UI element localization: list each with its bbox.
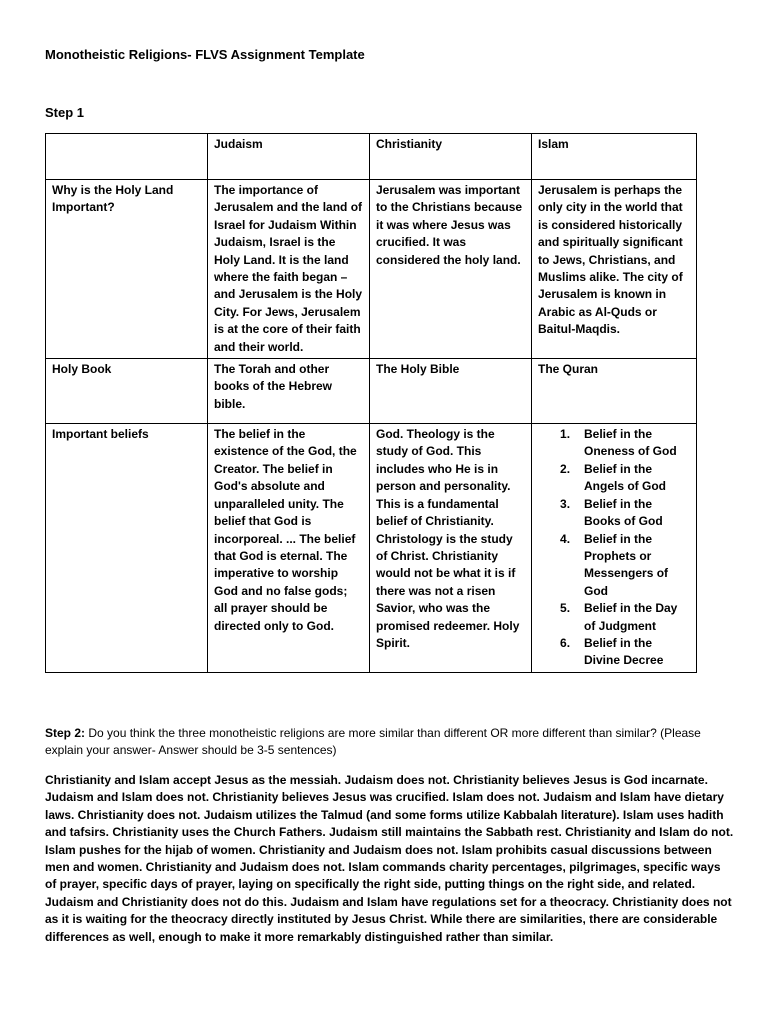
list-item: Belief in the Angels of God — [584, 461, 666, 494]
list-item: Belief in the Divine Decree — [584, 635, 664, 668]
cell-holy-book-islam: The Quran — [532, 359, 697, 424]
list-item: Belief in the Day of Judgment — [584, 601, 678, 633]
table-row — [46, 359, 697, 424]
row-label-holy-land: Why is the Holy Land Important? — [46, 180, 208, 359]
step2-answer: Christianity and Islam accept Jesus as the messiah. Judaism does not. Christianity believes Jesus is God incarnate. Judaism and Islam does not. Christianity believes Jesus was crucified. Islam does not. Judaism and Islam have dietary laws. Christianity does not. Judaism utilizes the Talmud (and some forms utilize Kabbalah literature). Islam uses hadith and tafsirs. Christianity uses the Church Fathers. Judaism still maintains the Sabbath rest. Christianity and Islam do not. Islam pushes for the hijab of women. Christianity and Judaism does not. Islam prohibits casual discussions between men and women. Christianity and Judaism does not. Islam commands charity percentages, pilgrimages, specific ways of prayer, specific days of prayer, laying on specifically the right side, putting things on the right side, and related. Judaism and Christianity does not do this. Judaism and Islam have regulations set for a theocracy. Christianity does not as it is waiting for the theocracy directly instituted by Jesus Christ. While there are similarities, there are considerable differences as well, enough to make it more remarkably distinguished rather than similar. — [45, 773, 734, 944]
header-cell-empty — [46, 134, 208, 180]
step2-question — [45, 725, 735, 760]
document-title: Monotheistic Religions- FLVS Assignment Template — [45, 47, 365, 62]
cell-beliefs-judaism: The belief in the existence of the God, the Creator. The belief in God's absolute and unparalleled unity. The belief that God is incorporeal. ... The belief that God is eternal. The imperative to worship God and no false gods; all prayer should be directed only to God. — [208, 424, 370, 673]
list-item: Belief in the Oneness of God — [584, 427, 677, 459]
step2-question-text: Do you think the three monotheistic religions are more similar than different OR more different than similar? (Please explain your answer- Answer should be 3-5 sentences) — [45, 726, 701, 758]
table-row — [46, 424, 697, 673]
cell-holy-book-christianity: The Holy Bible — [370, 359, 532, 424]
cell-beliefs-islam — [532, 424, 697, 673]
table-row — [46, 180, 697, 359]
step1-heading: Step 1 — [45, 105, 85, 120]
islam-beliefs-list — [538, 426, 690, 670]
cell-holy-land-islam: Jerusalem is perhaps the only city in the world that is considered historically and spiritually significant to Jews, Christians, and Muslims alike. The city of Jerusalem is known in Arabic as Al-Quds or Baitul-Maqdis. — [532, 180, 697, 359]
header-cell-christianity: Christianity — [370, 134, 532, 180]
table-header-row — [46, 134, 697, 180]
list-item: Belief in the Books of God — [584, 496, 663, 529]
list-item: Belief in the Prophets or Messengers of God — [584, 531, 669, 598]
row-label-holy-book: Holy Book — [46, 359, 208, 424]
religions-table — [45, 133, 697, 673]
cell-holy-land-christianity: Jerusalem was important to the Christians because it was where Jesus was crucified. It was considered the holy land. — [370, 180, 532, 359]
header-cell-judaism: Judaism — [208, 134, 370, 180]
row-label-important-beliefs: Important beliefs — [46, 424, 208, 673]
step2-label: Step 2: — [45, 726, 86, 740]
cell-holy-land-judaism: The importance of Jerusalem and the land of Israel for Judaism Within Judaism, Israel is the Holy Land. It is the land where the faith began – and Jerusalem is the Holy City. For Jews, Jerusalem is at the core of their faith and their world. — [208, 180, 370, 359]
cell-beliefs-christianity: God. Theology is the study of God. This includes who He is in person and personality. This is a fundamental belief of Christianity. Christology is the study of Christ. Christianity would not be what it is if there was not a risen Savior, who was the promised redeemer. Holy Spirit. — [370, 424, 532, 673]
cell-holy-book-judaism: The Torah and other books of the Hebrew bible. — [208, 359, 370, 424]
header-cell-islam: Islam — [532, 134, 697, 180]
